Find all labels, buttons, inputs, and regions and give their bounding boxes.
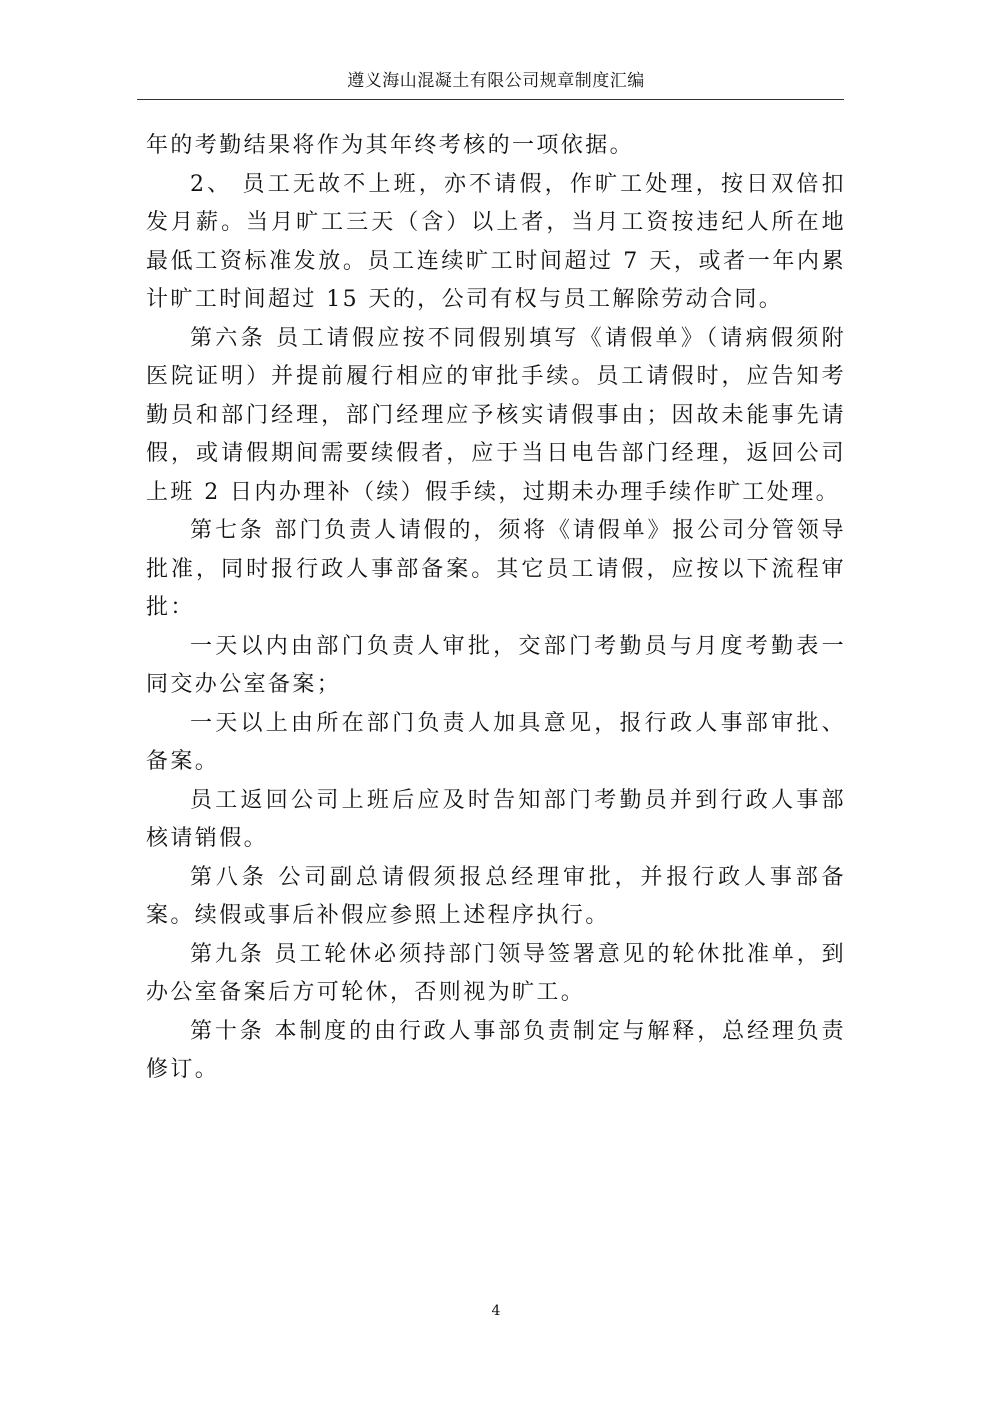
paragraph-within-one-day: 一天以内由部门负责人审批，交部门考勤员与月度考勤表一同交办公室备案；	[146, 633, 846, 697]
header-title: 遵义海山混凝土有限公司规章制度汇编	[347, 71, 645, 91]
paragraph-article-6: 第六条 员工请假应按不同假别填写《请假单》（请病假须附医院证明）并提前履行相应的审批手续。员工请假时，应告知考勤员和部门经理，部门经理应予核实请假事由；因故未能事先请假，或请假期间需要续假者，应于当日电告部门经理，返回公司上班 2 日内办理补（续）假手续，过期未办理手续作旷工处理。	[146, 325, 846, 505]
paragraph-over-one-day: 一天以上由所在部门负责人加具意见，报行政人事部审批、备案。	[146, 710, 846, 774]
paragraph-item-2: 2、 员工无故不上班，亦不请假，作旷工处理，按日双倍扣发月薪。当月旷工三天（含）以上者，当月工资按违纪人所在地最低工资标准发放。员工连续旷工时间超过 7 天，或者一年内累计旷工时间超过 15 天的，公司有权与员工解除劳动合同。	[146, 171, 846, 312]
paragraph-cancel-leave: 员工返回公司上班后应及时告知部门考勤员并到行政人事部核请销假。	[146, 787, 846, 851]
header-divider	[137, 99, 844, 100]
document-body	[146, 127, 846, 1090]
paragraph-continuation: 年的考勤结果将作为其年终考核的一项依据。	[146, 133, 635, 158]
page-number: 4	[491, 1303, 501, 1319]
paragraph-article-7: 第七条 部门负责人请假的，须将《请假单》报公司分管领导批准，同时报行政人事部备案。其它员工请假，应按以下流程审批：	[146, 518, 846, 620]
paragraph-article-9: 第九条 员工轮休必须持部门领导签署意见的轮休批准单，到办公室备案后方可轮休，否则视为旷工。	[146, 941, 846, 1005]
paragraph-article-8: 第八条 公司副总请假须报总经理审批，并报行政人事部备案。续假或事后补假应参照上述程序执行。	[146, 864, 846, 928]
paragraph-article-10: 第十条 本制度的由行政人事部负责制定与解释，总经理负责修订。	[146, 1018, 846, 1082]
